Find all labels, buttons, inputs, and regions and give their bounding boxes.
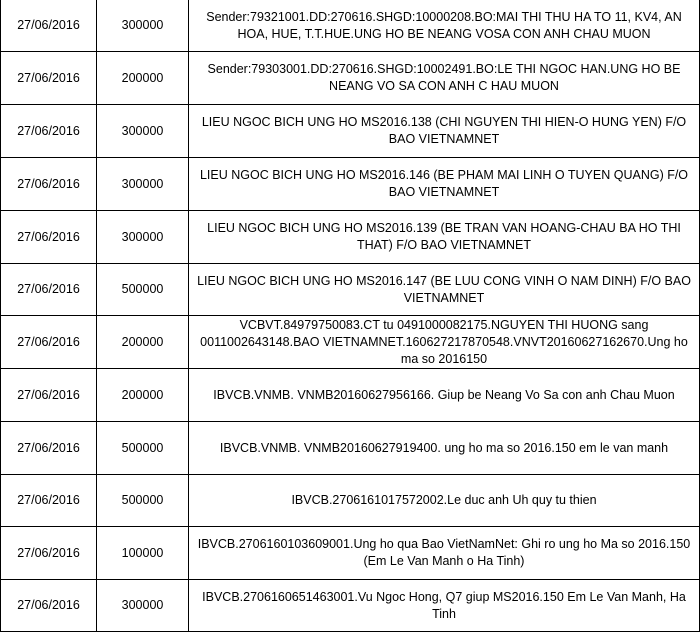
description-cell: VCBVT.84979750083.CT tu 0491000082175.NGUYEN THI HUONG sang 0011002643148.BAO VIETNAMNET.160627217870548.VNVT20160627162670.Ung ho ma so 2016150 xyxy=(189,316,700,369)
date-cell: 27/06/2016 xyxy=(1,316,97,369)
date-cell: 27/06/2016 xyxy=(1,580,97,632)
description-cell: IBVCB.2706160651463001.Vu Ngoc Hong, Q7 giup MS2016.150 Em Le Van Manh, Ha Tinh xyxy=(189,580,700,632)
date-cell: 27/06/2016 xyxy=(1,264,97,316)
date-cell: 27/06/2016 xyxy=(1,158,97,211)
date-cell: 27/06/2016 xyxy=(1,105,97,158)
description-cell: LIEU NGOC BICH UNG HO MS2016.139 (BE TRAN VAN HOANG-CHAU BA HO THI THAT) F/O BAO VIETNAMNET xyxy=(189,211,700,264)
date-cell: 27/06/2016 xyxy=(1,52,97,105)
amount-cell: 500000 xyxy=(97,422,189,475)
description-cell: IBVCB.2706160103609001.Ung ho qua Bao VietNamNet: Ghi ro ung ho Ma so 2016.150 (Em Le Van Manh o Ha Tinh) xyxy=(189,527,700,580)
description-cell: LIEU NGOC BICH UNG HO MS2016.147 (BE LUU CONG VINH O NAM DINH) F/O BAO VIETNAMNET xyxy=(189,264,700,316)
amount-cell: 500000 xyxy=(97,475,189,527)
table-row xyxy=(1,158,700,211)
table-row xyxy=(1,211,700,264)
description-cell: IBVCB.VNMB. VNMB20160627956166. Giup be Neang Vo Sa con anh Chau Muon xyxy=(189,369,700,422)
amount-cell: 200000 xyxy=(97,52,189,105)
date-cell: 27/06/2016 xyxy=(1,211,97,264)
table-row xyxy=(1,105,700,158)
table-row xyxy=(1,527,700,580)
description-cell: IBVCB.2706161017572002.Le duc anh Uh quy tu thien xyxy=(189,475,700,527)
amount-cell: 200000 xyxy=(97,316,189,369)
amount-cell: 100000 xyxy=(97,527,189,580)
description-cell: LIEU NGOC BICH UNG HO MS2016.138 (CHI NGUYEN THI HIEN-O HUNG YEN) F/O BAO VIETNAMNET xyxy=(189,105,700,158)
amount-cell: 300000 xyxy=(97,580,189,632)
table-row xyxy=(1,475,700,527)
description-cell: Sender:79303001.DD:270616.SHGD:10002491.BO:LE THI NGOC HAN.UNG HO BE NEANG VO SA CON ANH C HAU MUON xyxy=(189,52,700,105)
description-cell: Sender:79321001.DD:270616.SHGD:10000208.BO:MAI THI THU HA TO 11, KV4, AN HOA, HUE, T.T.HUE.UNG HO BE NEANG VOSA CON ANH CHAU MUON xyxy=(189,0,700,52)
amount-cell: 300000 xyxy=(97,105,189,158)
table-row xyxy=(1,316,700,369)
date-cell: 27/06/2016 xyxy=(1,0,97,52)
amount-cell: 300000 xyxy=(97,0,189,52)
amount-cell: 200000 xyxy=(97,369,189,422)
table-row xyxy=(1,369,700,422)
table-row xyxy=(1,52,700,105)
date-cell: 27/06/2016 xyxy=(1,475,97,527)
table-row xyxy=(1,264,700,316)
amount-cell: 300000 xyxy=(97,158,189,211)
date-cell: 27/06/2016 xyxy=(1,422,97,475)
amount-cell: 300000 xyxy=(97,211,189,264)
table-row xyxy=(1,422,700,475)
table-row xyxy=(1,580,700,632)
description-cell: LIEU NGOC BICH UNG HO MS2016.146 (BE PHAM MAI LINH O TUYEN QUANG) F/O BAO VIETNAMNET xyxy=(189,158,700,211)
date-cell: 27/06/2016 xyxy=(1,369,97,422)
amount-cell: 500000 xyxy=(97,264,189,316)
date-cell: 27/06/2016 xyxy=(1,527,97,580)
description-cell: IBVCB.VNMB. VNMB20160627919400. ung ho ma so 2016.150 em le van manh xyxy=(189,422,700,475)
table-row xyxy=(1,0,700,52)
